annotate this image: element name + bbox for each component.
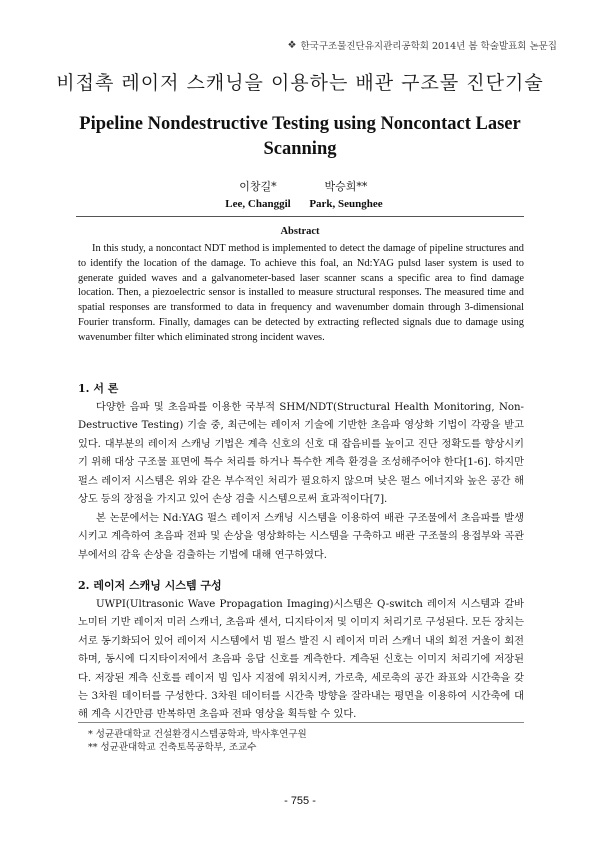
diamond-star-icon: ❖ — [287, 39, 297, 51]
author-2 — [286, 178, 406, 210]
section-1-heading: 1. 서 론 — [78, 382, 119, 395]
section-1-paragraph-2: 본 논문에서는 Nd:YAG 펄스 레이저 스캐닝 시스템을 이용하여 배관 구조물에서 초음파를 발생시키고 계측하여 초음파 전파 및 손상을 영상화하는 시스템을 구축하고 배관 구조물의 용접부와 곡관부에서의 감육 손상을 검출하는 기법에 대해 연구하였다. — [78, 513, 524, 561]
title-korean: 비접촉 레이저 스캐닝을 이용하는 배관 구조물 진단기술 — [56, 72, 544, 94]
section-2-heading: 2. 레이저 스캐닝 시스템 구성 — [78, 579, 222, 592]
author-1-korean: 이창길* — [239, 180, 277, 193]
abstract-body: In this study, a noncontact NDT method is implemented to detect the damage of pipeline structures and to identify the location of the damage. To achieve this foal, an Nd:YAG pulsd laser system is used to generate guided waves and a galvanometer-based laser scanner scans a specific area to find damage location. Then, a piezoelectric sensor is installed to measure structural responses. The measured time and spatial responses are transformed to data in frequency and wavenumber domain through 3-dimensional Fourier transform. Finally, damages can be detected by extracting reflected signals due to damage using wavenumber filter which eliminated strong incident waves. — [78, 243, 524, 343]
section-1-paragraph-1: 다양한 음파 및 초음파를 이용한 국부적 SHM/NDT(Structural Health Monitoring, Non-Destructive Testing) 기술 중, 최근에는 레이저 기술에 기반한 초음파 영상화 기법이 각광을 받고 있다. 대부분의 레이저 스캐닝 기법은 계측 신호의 신호 대 잡음비를 높이고 진단 정확도를 향상시키기 위해 대상 구조물 표면에 특수 처리를 하거나 특수한 계측 환경을 조성해주어야 한다[1-6]. 하지만 펄스 레이저 시스템은 위와 같은 부수적인 처리가 필요하지 않으며 낮은 펄스 에너지와 높은 공간 해상도 등의 장점을 가지고 있어 손상 검출 시스템으로써 효과적이다[7]. — [78, 402, 524, 506]
footnote-1: * 성균관대학교 건설환경시스템공학과, 박사후연구원 — [88, 729, 307, 740]
footnote-divider — [78, 722, 524, 723]
title-divider — [76, 216, 524, 217]
page-number: - 755 - — [284, 795, 316, 807]
section-2-paragraph-1: UWPI(Ultrasonic Wave Propagation Imaging)시스템은 Q-switch 레이저 시스템과 갈바노미터 기반 레이저 미러 스캐너, 초음파 센서, 디지타이저 및 이미지 처리기로 구성된다. 모든 장치는 서로 동기화되어 있어 레이저 시스템에서 빔 펄스 발진 시 레이저 미러 스캐너 내의 회전 거울이 회전하며, 동시에 디지타이저에서 초음파 응답 신호를 계측한다. 계측된 신호는 이미지 처리기에 저장된다. 저장된 계측 신호를 레이저 빔 입사 지점에 위치시켜, 가로축, 세로축의 공간 좌표와 시간축을 갖는 3차원 데이터를 구성한다. 3차원 데이터를 시간축 방향을 잘라내는 평면을 이용하여 시간축에 대해 계측 시간만큼 반복하면 초음파 전파 영상을 획득할 수 있다. — [78, 599, 524, 721]
footnotes — [88, 728, 307, 754]
author-2-english: Park, Seunghee — [309, 198, 383, 210]
journal-header — [288, 38, 557, 52]
journal-header-text: 한국구조물진단유지관리공학회 2014년 봄 학술발표회 논문집 — [300, 41, 557, 52]
author-2-korean: 박승희** — [324, 180, 368, 193]
author-1-english: Lee, Changgil — [225, 198, 291, 210]
title-english: Pipeline Nondestructive Testing using Noncontact Laser Scanning — [79, 114, 521, 159]
abstract-heading: Abstract — [280, 226, 320, 237]
footnote-2: ** 성균관대학교 건축토목공학부, 조교수 — [88, 742, 257, 753]
